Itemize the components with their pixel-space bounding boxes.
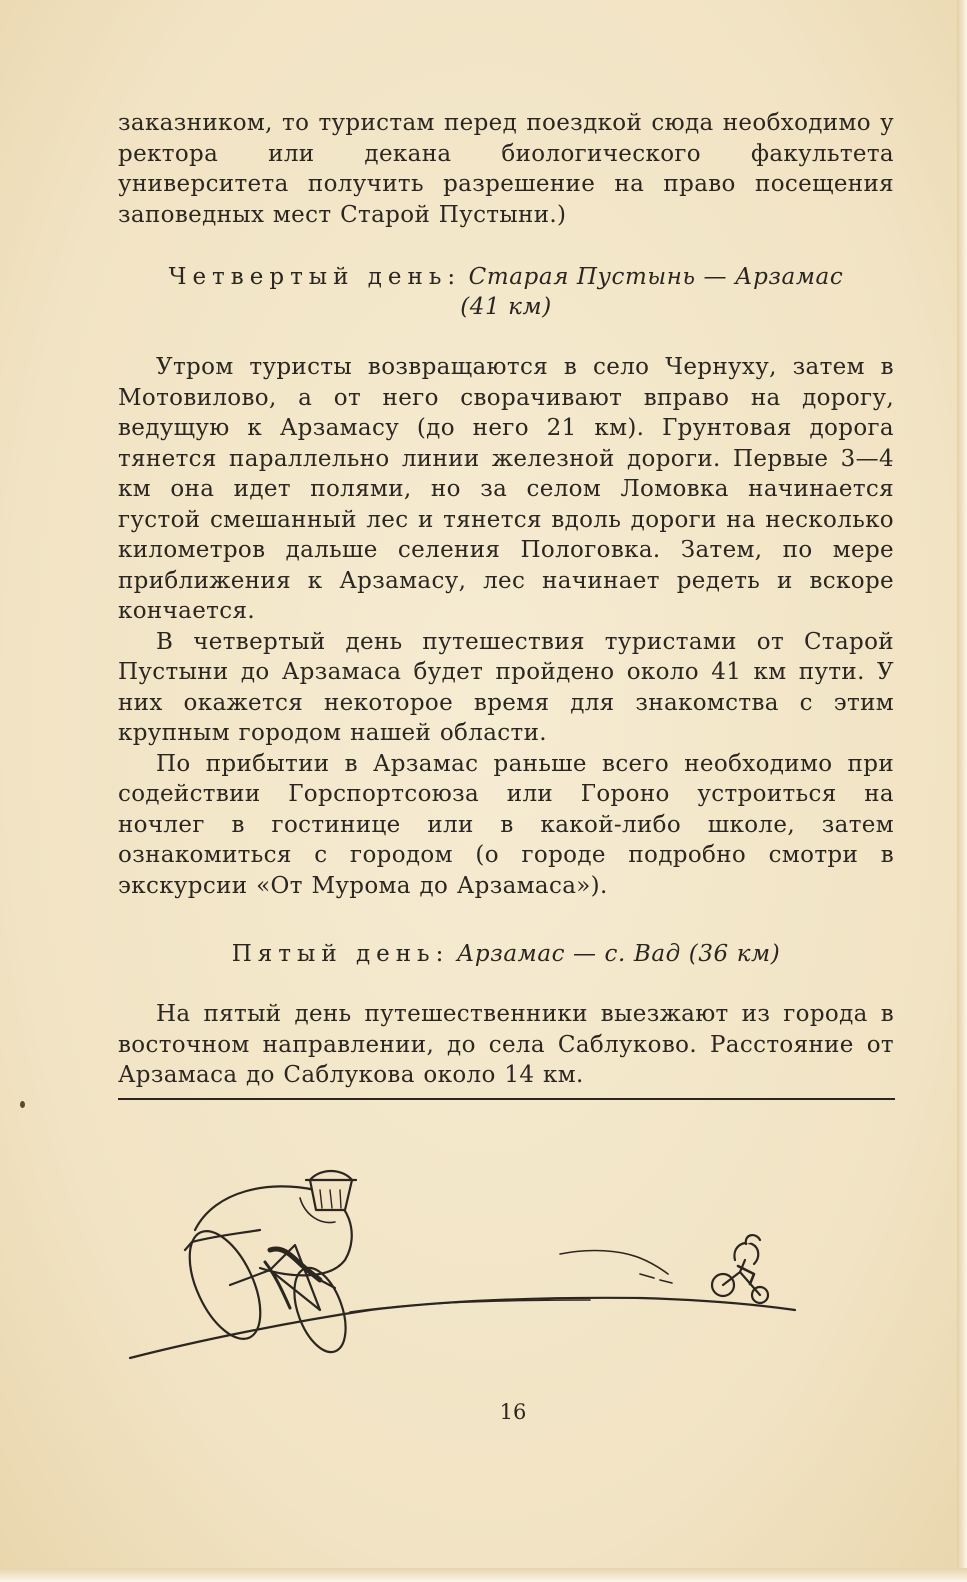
text-column	[118, 108, 894, 1091]
day5-paragraph: На пятый день путешественники выезжают из города в восточном направлении, до села Саблуково. Расстояние от Арзамаса до Саблукова около 14 км.	[118, 1001, 894, 1088]
day5-heading-lead: Пятый день:	[231, 941, 450, 967]
paper-edge-bottom	[0, 1568, 967, 1582]
day4-heading-route: Старая Пустынь — Арзамас	[468, 264, 844, 290]
cyclists-illustration-icon	[120, 1150, 810, 1375]
day4-heading	[118, 262, 894, 322]
paper-edge-right	[957, 0, 967, 1582]
day4-heading-distance: (41 км)	[460, 294, 552, 320]
day4-paragraph: Утром туристы возвращаются в село Чернуху, затем в Мотовилово, а от него сворачивают вправо на дорогу, ведущую к Арзамасу (до него 21 км). Грунтовая дорога тянется параллельно линии железной дороги. Первые 3—4 км она идет полями, но за селом Ломовка начинается густой смешанный лес и тянется вдоль дороги на несколько километров дальше селения Пологовка. Затем, по мере приближения к Арзамасу, лес начинает редеть и вскоре кончается.	[118, 354, 894, 624]
day4-paragraph: В четвертый день путешествия туристами от Старой Пустыни до Арзамаса будет пройдено около 41 км пути. У них окажется некоторое время для знакомства с этим крупным городом нашей области.	[118, 628, 894, 746]
paragraph-top: заказником, то туристам перед поездкой сюда необходимо у ректора или декана биологического факультета университета получить разрешение на право посещения заповедных мест Старой Пустыни.)	[118, 110, 894, 228]
day5-heading	[118, 939, 894, 969]
day4-heading-lead: Четвертый день:	[168, 264, 462, 290]
section-divider	[118, 1098, 895, 1100]
ink-speck	[20, 1101, 25, 1108]
day5-heading-route: Арзамас — с. Вад (36 км)	[456, 941, 781, 967]
day4-paragraph: По прибытии в Арзамас раньше всего необходимо при содействии Горспортсоюза или Гороно устроиться на ночлег в гостинице или в какой-либо школе, затем ознакомиться с городом (о городе подробно смотри в экскурсии «От Мурома до Арзамаса»).	[118, 750, 894, 899]
page-number: 16	[499, 1400, 527, 1424]
